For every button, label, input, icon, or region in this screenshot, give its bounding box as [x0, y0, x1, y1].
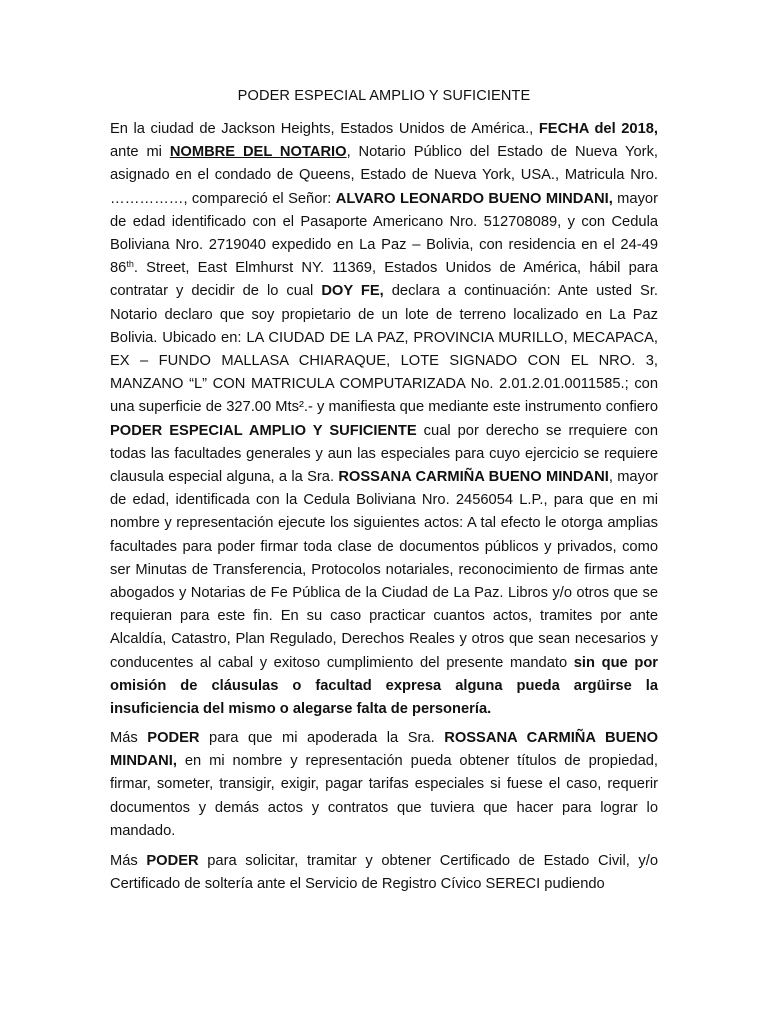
attorney-name: ROSSANA CARMIÑA BUENO MINDANI, — [110, 730, 659, 770]
text-segment: Más — [110, 730, 148, 746]
date-placeholder: FECHA del 2018, — [538, 121, 658, 137]
text-segment: en mi nombre y representación pueda obtener títulos de propiedad, firmar, someter, transigir, exigir, pagar tarifas especiales si fuese el caso, requerir documentos y demás actos y contratos que tuviera que hacer para lograr lo mandado. — [110, 753, 658, 839]
text-segment: para que mi apoderada la Sra. — [199, 730, 445, 746]
poder-keyword: PODER — [146, 853, 199, 869]
text-segment: ante mi — [110, 144, 170, 161]
text-segment: , mayor de edad, identificada con la Cedula Boliviana Nro. 2456054 L.P., para que en mi nombre y representación ejecute los siguientes actos: A tal efecto le otorga amplias facultades para poder firmar toda clase de documentos públicos y privados, como ser Minutas de Transferencia, Protocolos notariales, reconocimiento de firmas ante abogados y Notarias de Fe Pública de la Ciudad de La Paz. Libros y/o otros que se requieran para este fin. En su caso practicar cuantos actos, tramites por ante Alcaldía, Catastro, Plan Regulado, Derechos Reales y otros que sean necesarios y conducentes al cabal y exitoso cumplimiento del presente mandato — [110, 469, 659, 671]
text-segment: . Street, East Elmhurst NY. 11369, Estados Unidos de América, hábil para contratar y decidir de lo cual — [110, 260, 658, 300]
text-segment: mayor de edad identificado con el Pasaporte Americano Nro. 512708089, y con Cedula Boliviana Nro. 2719040 expedido en La Paz – Bolivia, con residencia en el 24-49 86 — [110, 190, 658, 277]
text-segment: declara a continuación: Ante usted Sr. Notario declaro que soy propietario de un lote de terreno localizado en La Paz Bolivia. Ubicado en: LA CIUDAD DE LA PAZ, PROVINCIA MURILLO, MECAPACA, EX – FUNDO MALLASA CHIARAQUE, LOTE SIGNADO CON EL NRO. 3, MANZANO “L” CON MATRICULA COMPUTARIZADA No. 2.01.2.01.0011585.; con una superficie de 327.00 Mts².- y manifiesta que mediante este instrumento confiero — [110, 283, 658, 416]
document-title: PODER ESPECIAL AMPLIO Y SUFICIENTE — [237, 88, 531, 104]
power-type-phrase: PODER ESPECIAL AMPLIO Y SUFICIENTE — [110, 422, 417, 439]
text-segment: cual por derecho se rrequiere con todas las facultades generales y aun las especiales para cuyo ejercicio se requiere clausula especial alguna, a la Sra. — [110, 422, 658, 486]
paragraph-main — [110, 118, 658, 721]
notary-name-placeholder: NOMBRE DEL NOTARIO — [169, 144, 347, 161]
ordinal-suffix: th — [126, 259, 134, 270]
text-segment: En la ciudad de Jackson Heights, Estados Unidos de América., — [110, 121, 539, 137]
text-segment: , Notario Público del Estado de Nueva York, asignado en el condado de Queens, Estado de Nueva York, USA., Matricula Nro. ……………, compareció el Señor: — [110, 144, 658, 207]
text-segment: Más — [110, 853, 147, 869]
grantor-name: ALVARO LEONARDO BUENO MINDANI, — [335, 190, 613, 207]
attorney-name: ROSSANA CARMIÑA BUENO MINDANI — [338, 469, 609, 486]
paragraph-third — [110, 850, 658, 896]
doy-fe-phrase: DOY FE, — [321, 283, 384, 300]
paragraph-second — [110, 727, 658, 843]
poder-keyword: PODER — [147, 730, 200, 746]
closing-clause: sin que por omisión de cláusulas o facultad expresa alguna pueda argüirse la insuficiencia del mismo o alegarse falta de personería. — [110, 654, 659, 718]
text-segment: para solicitar, tramitar y obtener Certificado de Estado Civil, y/o Certificado de soltería ante el Servicio de Registro Cívico SERECI pudiendo — [110, 853, 659, 893]
